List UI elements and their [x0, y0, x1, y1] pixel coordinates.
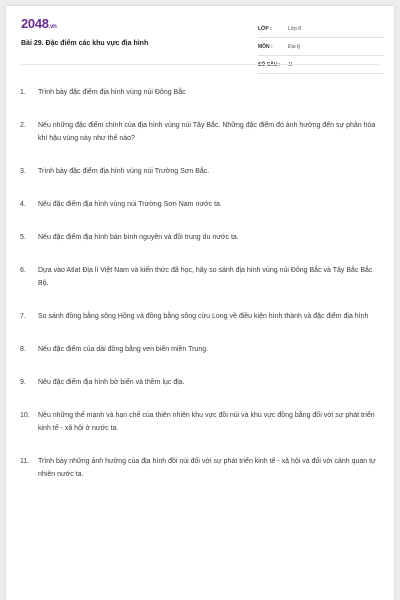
question-item: [20, 165, 380, 178]
question-item: [20, 455, 380, 481]
question-item: [20, 310, 380, 323]
question-item: [20, 119, 380, 145]
question-number: 8.: [20, 346, 26, 353]
question-item: [20, 86, 380, 99]
question-item: [20, 264, 380, 290]
question-number: 4.: [20, 201, 26, 208]
question-item: [20, 343, 380, 356]
question-number: 10.: [20, 412, 30, 419]
question-text: Nêu đặc điểm địa hình bán bình nguyên và đồi trung du nước ta.: [38, 234, 239, 241]
meta-count-row: [258, 56, 384, 74]
question-number: 5.: [20, 234, 26, 241]
meta-subject-row: [258, 38, 384, 56]
meta-subject-value: Địa lý: [288, 43, 301, 50]
meta-class-label: LỚP :: [258, 25, 272, 32]
question-number: 3.: [20, 168, 26, 175]
question-text: Trình bày những ảnh hưởng của địa hình đồi núi đối với sự phát triển kinh tế - xã hội và đối với cảnh quan tự nhiên nước ta.: [38, 458, 376, 478]
question-number: 6.: [20, 267, 26, 274]
question-text: Nêu đặc điểm của dải đồng bằng ven biển miền Trung.: [38, 346, 209, 353]
question-text: Nêu đặc điểm địa hình bờ biển và thềm lục địa.: [38, 379, 185, 386]
lesson-title: Bài 29. Đặc điểm các khu vực địa hình: [21, 40, 149, 47]
question-item: [20, 376, 380, 389]
logo-suffix: .vn: [48, 24, 57, 30]
question-text: Trình bày đặc điểm địa hình vùng núi Đông Bắc: [38, 89, 186, 96]
question-item: [20, 198, 380, 211]
question-item: [20, 409, 380, 435]
worksheet: [6, 6, 394, 600]
question-list: [20, 86, 380, 501]
question-text: Nêu những thế mạnh và hạn chế của thiên nhiên khu vực đồi núi và khu vực đồng bằng đối với sự phát triển kinh tế - xã hội ở nước ta.: [38, 412, 375, 432]
meta-class-value: Lớp 8: [288, 25, 302, 32]
question-text: Trình bày đặc điểm địa hình vùng núi Trường Sơn Bắc.: [38, 168, 210, 175]
question-number: 9.: [20, 379, 26, 386]
question-text: So sánh đồng bằng sông Hồng và đồng bằng sông cửu Long về điều kiện hình thành và đặc điểm địa hình: [38, 313, 369, 320]
question-number: 11.: [20, 458, 30, 465]
meta-class-row: [258, 20, 384, 38]
question-number: 2.: [20, 122, 26, 129]
worksheet-meta: [258, 20, 384, 74]
meta-subject-label: MÔN :: [258, 43, 273, 50]
site-logo[interactable]: [21, 16, 57, 31]
logo-text: 2048: [21, 16, 49, 31]
meta-count-value: 11: [288, 61, 294, 68]
question-text: Nêu những đặc điểm chính của địa hình vùng núi Tây Bắc. Những đặc điểm đó ảnh hưởng đến sự phân hóa khí hậu vùng này như thế nào?: [38, 122, 376, 142]
question-text: Dựa vào Atlat Địa lí Việt Nam và kiến thức đã học, hãy so sánh địa hình vùng núi Đông Bắc và Tây Bắc Bắc Bộ.: [38, 267, 373, 287]
question-item: [20, 231, 380, 244]
question-number: 7.: [20, 313, 26, 320]
meta-count-label: SỐ CÂU :: [258, 61, 281, 68]
question-text: Nêu đặc điểm địa hình vùng núi Trường Sơn Nam nước ta.: [38, 201, 222, 208]
question-number: 1.: [20, 89, 26, 96]
header-divider: [21, 64, 379, 65]
